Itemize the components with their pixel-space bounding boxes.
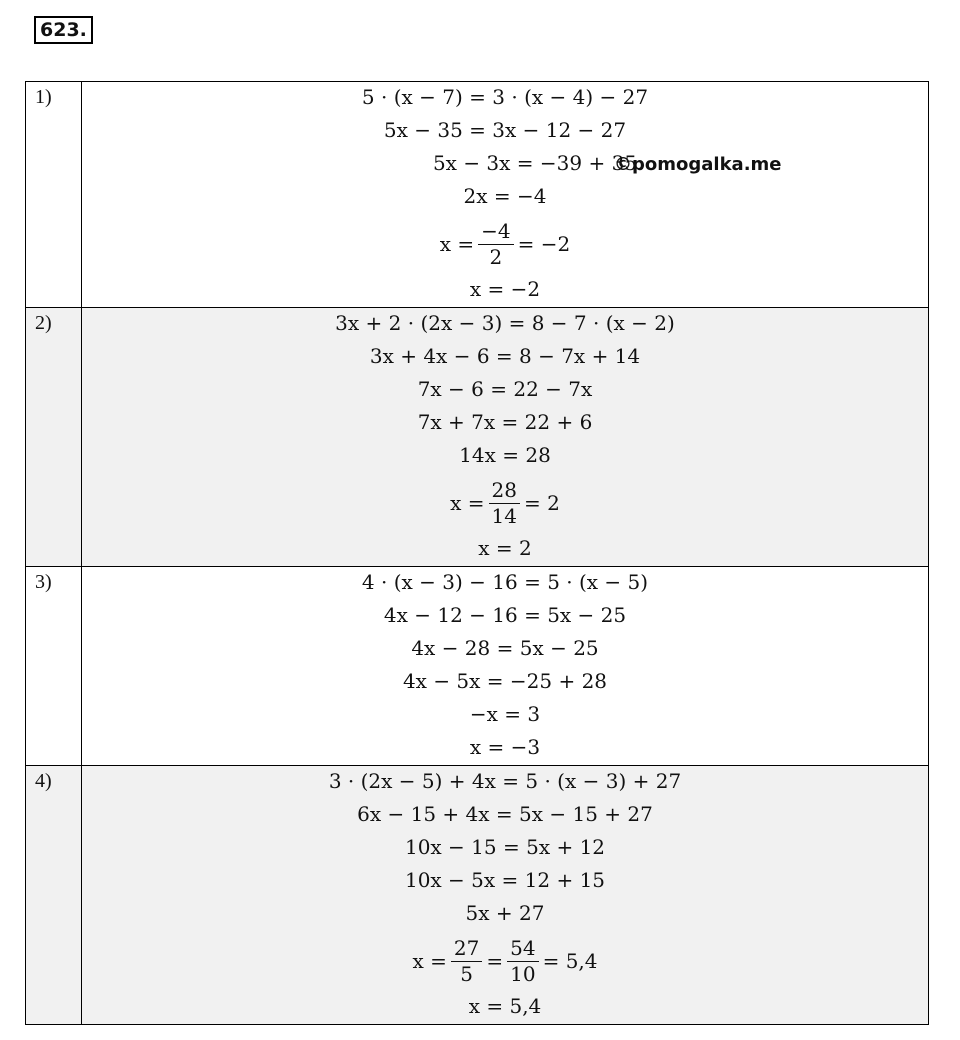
equation-suffix: = −2 (517, 231, 571, 256)
equation-line: 4x − 12 − 16 = 5x − 25 (383, 603, 627, 627)
equals-sign: = (486, 948, 504, 973)
solution-steps (82, 82, 929, 308)
fraction-denominator: 2 (489, 244, 503, 269)
row-label: 3) (26, 567, 82, 766)
row-label: 2) (26, 308, 82, 567)
fraction-numerator: 27 (453, 935, 480, 960)
row-label: 1) (26, 82, 82, 308)
solution-row (26, 82, 929, 308)
fraction-numerator: −4 (481, 218, 511, 243)
solution-steps (82, 766, 929, 1025)
equation-line: 5x − 35 = 3x − 12 − 27 (383, 118, 627, 142)
equation-line: x = 5,4 (468, 994, 542, 1018)
equation-prefix: x = (450, 490, 485, 515)
equation-prefix: x = (439, 231, 475, 256)
problem-number: 623. (34, 16, 93, 44)
fraction (478, 219, 513, 270)
equation-line: 5 · (x − 7) = 3 · (x − 4) − 27 (361, 85, 649, 109)
row-label: 4) (26, 766, 82, 1025)
solution-steps (82, 567, 929, 766)
solution-row (26, 567, 929, 766)
equation-line: 7x − 6 = 22 − 7x (417, 377, 593, 401)
equation-line: 10x − 5x = 12 + 15 (404, 868, 606, 892)
equation-line: 2x = −4 (463, 184, 547, 208)
fraction (507, 936, 538, 987)
equation-line: 10x − 15 = 5x + 12 (404, 835, 606, 859)
equation-line: 3 · (2x − 5) + 4x = 5 · (x − 3) + 27 (328, 769, 682, 793)
fraction-numerator: 28 (491, 477, 517, 502)
equation-line (82, 931, 928, 991)
equation-line: 4 · (x − 3) − 16 = 5 · (x − 5) (361, 570, 649, 594)
fraction-denominator: 10 (510, 961, 536, 986)
equation-line: 6x − 15 + 4x = 5x − 15 + 27 (357, 802, 653, 826)
equation-prefix: x = (412, 948, 447, 973)
equation-line: 4x − 5x = −25 + 28 (402, 669, 608, 693)
equation-line: x = −2 (469, 277, 541, 301)
equation-line: 5x + 27 (465, 901, 545, 925)
solution-row (26, 766, 929, 1025)
equation-line: 7x + 7x = 22 + 6 (417, 410, 593, 434)
equation-line: x = 2 (478, 536, 532, 560)
equation-line (82, 214, 928, 274)
equation-line: 3x + 2 · (2x − 3) = 8 − 7 · (x − 2) (335, 311, 675, 335)
fraction-denominator: 14 (491, 503, 517, 528)
solutions-table (25, 81, 929, 1025)
equation-suffix: = 5,4 (542, 948, 598, 973)
fraction-denominator: 5 (460, 961, 473, 986)
equation-line: 5x − 3x = −39 + 35 (432, 151, 638, 175)
fraction-numerator: 54 (510, 935, 536, 960)
watermark: ©pomogalka.me (614, 154, 782, 175)
equation-line: 14x = 28 (459, 443, 551, 467)
equation-line: x = −3 (469, 735, 541, 759)
equation-suffix: = 2 (524, 490, 560, 515)
equation-line: 3x + 4x − 6 = 8 − 7x + 14 (369, 344, 641, 368)
fraction (451, 936, 482, 987)
equation-line (82, 473, 928, 533)
equation-line: 4x − 28 = 5x − 25 (411, 636, 599, 660)
solution-steps (82, 308, 929, 567)
equation-line: −x = 3 (469, 702, 541, 726)
fraction (489, 478, 520, 529)
solution-row (26, 308, 929, 567)
